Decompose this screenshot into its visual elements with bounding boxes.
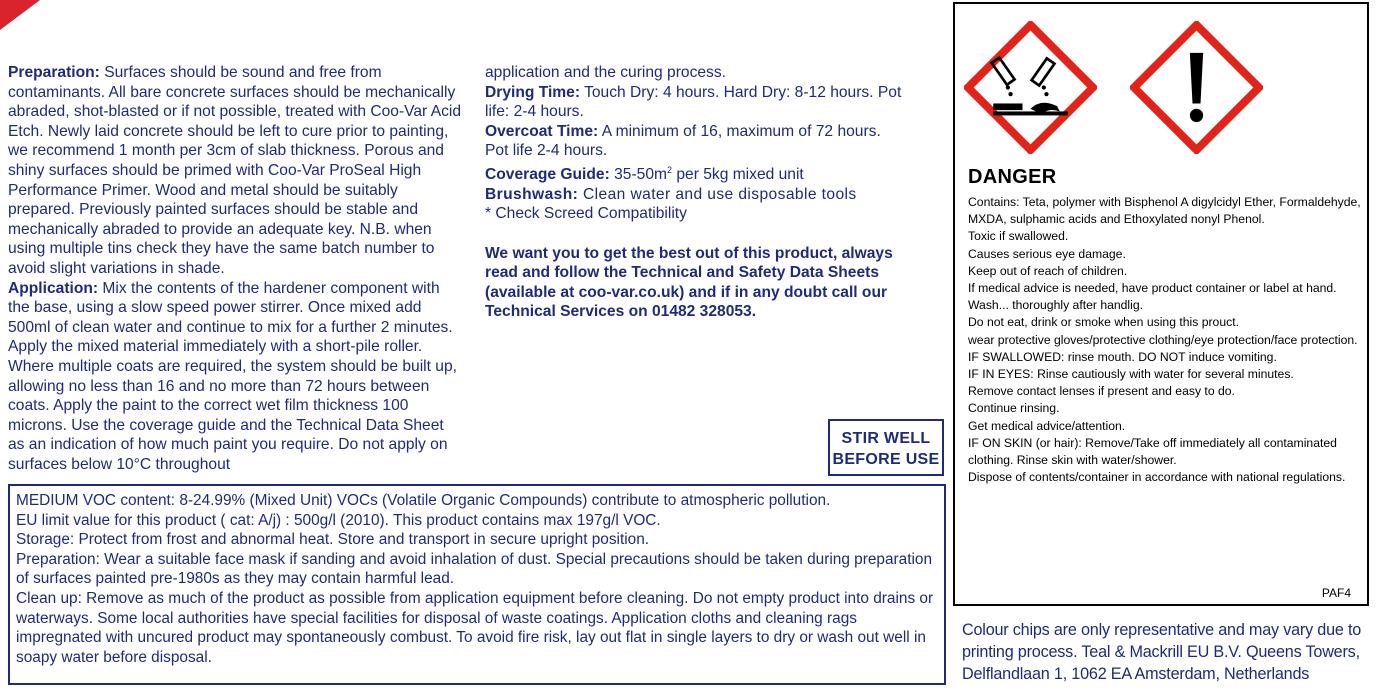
hazard-statement: Do not eat, drink or smoke when using this prouct. <box>968 315 1239 330</box>
cleanup-line: Clean up: Remove as much of the product as possible from application equipment before cleaning. Do not empty product into drains or waterways. Some local authorities have special facilities for disposal of waste coatings. Application cloths and cleaning rags impregnated with uncured product may spontaneously combust. To avoid fire risk, lay out flat in single layers to dry or wash out well in soapy water before disposal. <box>16 589 934 666</box>
support-note-text: We want you to get the best out of this product, always read and follow the Technical and Safety Data Sheets (available at coo-var.co.uk) and if in any doubt call our Technical Services on 01482 328053. <box>485 244 893 321</box>
preparation-safety-line: Preparation: Wear a suitable face mask if sanding and avoid inhalation of dust. Special precautions should be taken during preparation of surfaces painted pre-1980s as they may contain harmful lead. <box>16 550 933 588</box>
application-text: Mix the contents of the hardener component with the base, using a slow speed power stirrer. Once mixed add 500ml of clean water and continue to mix for a further 2 minutes. Apply the mixed material immediately with a short-pile roller. Where multiple coats are required, the system should be built up, allowing no less than 16 and no more than 72 hours between coats. Apply the paint to the correct wet film thickness 100 microns. Use the coverage guide and the Technical Data Sheet as an indication of how much paint you require. Do not apply on surfaces below 10°C throughout <box>8 279 457 473</box>
hazard-statement: If medical advice is needed, have product container or label at hand. <box>968 281 1337 296</box>
support-note <box>485 244 905 322</box>
hazard-statement: Causes serious eye damage. <box>968 246 1126 261</box>
hazard-statements <box>968 194 1363 486</box>
drying-label: Drying Time: <box>485 83 581 101</box>
hazard-statement: Toxic if swallowed. <box>968 229 1069 244</box>
hazard-statement: IF SWALLOWED: rinse mouth. DO NOT induce vomiting. <box>968 349 1277 364</box>
preparation-text: Surfaces should be sound and free from contaminants. All bare concrete surfaces should be mechanically abraded, shot-blasted or if not possible, treated with Coo-Var Acid Etch. Newly laid concrete should be left to cure prior to painting, we recommend 1 month per 3cm of slab thickness. Porous and shiny surfaces should be primed with Coo-Var ProSeal High Performance Primer. Wood and metal should be suitably prepared. Previously painted surfaces should be stable and mechanically abraded to provide an adequate key. N.B. when using multiple tins check they have the same batch number to avoid slight variations in shade. <box>8 64 462 277</box>
eu-limit-line: EU limit value for this product ( cat: A/j) : 500g/l (2010). This product contains max 197g/l VOC. <box>16 511 661 529</box>
preparation-paragraph <box>8 63 463 279</box>
coverage-text-a: 35-50m <box>609 166 667 184</box>
brushwash-label: Brushwash: <box>485 185 579 203</box>
coverage-label: Coverage Guide: <box>485 166 610 184</box>
coverage-text-b: per 5kg mixed unit <box>672 166 804 184</box>
hazard-statement: Contains: Teta, polymer with Bisphenol A digylcidyl Ether, Formaldehyde, MXDA, sulphamic acids and Ethoxylated nonyl Phenol. <box>968 195 1361 227</box>
application-label: Application: <box>8 279 99 297</box>
voc-line: MEDIUM VOC content: 8-24.99% (Mixed Unit) VOCs (Volatile Organic Compounds) contribute to atmospheric pollution. <box>16 492 831 509</box>
instructions-column-2 <box>485 63 905 322</box>
screed-note: * Check Screed Compatibility <box>485 205 687 223</box>
hazard-statement: IF ON SKIN (or hair): Remove/Take off immediately all contaminated clothing. Rinse skin with water/shower. <box>968 435 1337 468</box>
brushwash <box>485 185 905 205</box>
stir-well-notice <box>828 419 944 476</box>
preparation-label: Preparation: <box>8 64 100 81</box>
hazard-panel <box>953 2 1369 606</box>
overcoat-time <box>485 122 905 161</box>
stir-line-2: BEFORE USE <box>832 451 940 468</box>
colour-disclaimer: Colour chips are only representative and may vary due to printing process. Teal & Mackrill EU B.V. Queens Towers, Delflandlaan 1, 1062 EA Amsterdam, Netherlands <box>962 621 1362 683</box>
corrosion-icon <box>964 21 1097 154</box>
hazard-statement: Continue rinsing. <box>968 401 1060 416</box>
hazard-statement: IF IN EYES: Rinse cautiously with water for several minutes. <box>968 367 1294 382</box>
storage-line: Storage: Protect from frost and abnormal heat. Store and transport in secure upright position. <box>16 531 650 549</box>
overcoat-text: A minimum of 16, maximum of 72 hours. Pot life 2-4 hours. <box>485 122 881 160</box>
label-code: PAF4 <box>1321 586 1351 600</box>
hazard-statement: Dispose of contents/container in accordance with national regulations. <box>968 470 1346 485</box>
coverage-guide <box>485 161 905 185</box>
hazard-statement: Get medical advice/attention. <box>968 418 1126 433</box>
hazard-statement: Remove contact lenses if present and easy to do. <box>968 384 1235 399</box>
voc-info-box <box>8 484 946 685</box>
overcoat-label: Overcoat Time: <box>485 122 599 140</box>
instructions-column-1 <box>8 63 463 474</box>
exclamation-icon <box>1130 21 1263 154</box>
hazard-statement: Keep out of reach of children. <box>968 263 1128 278</box>
hazard-statement: Wash... thoroughly after handlig. <box>968 298 1144 313</box>
drying-time <box>485 83 905 122</box>
coverage-sup: 2 <box>667 164 673 175</box>
signal-word: DANGER <box>968 166 1057 188</box>
corner-stripe <box>0 0 40 30</box>
application-paragraph <box>8 279 463 475</box>
hazard-statement: wear protective gloves/protective clothing/eye protection/face protection. <box>968 332 1358 347</box>
stir-line-1: STIR WELL <box>841 430 931 447</box>
drying-text: Touch Dry: 4 hours. Hard Dry: 8-12 hours. Pot life: 2-4 hours. <box>485 83 902 121</box>
brushwash-text: Clean water and use disposable tools <box>578 185 857 203</box>
application-continued: application and the curing process. <box>485 64 726 81</box>
